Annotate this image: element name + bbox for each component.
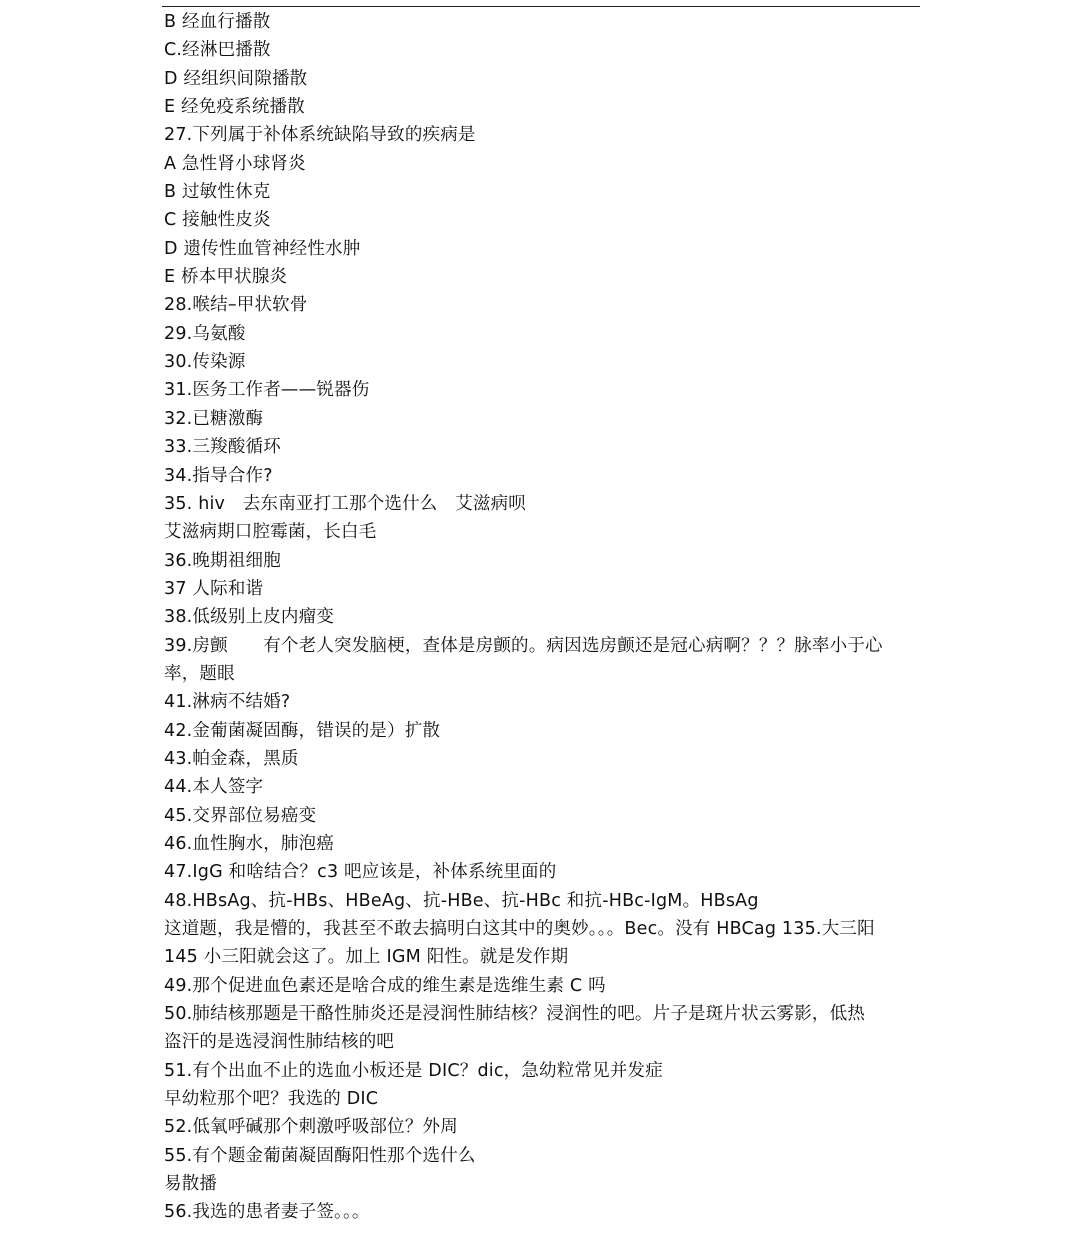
- text-line: E 经免疫系统播散: [164, 97, 305, 118]
- text-line: B 经血行播散: [164, 12, 271, 32]
- text-line: 32.已糖激酶: [164, 408, 264, 429]
- text-line: 50.肺结核那题是干酪性肺炎还是浸润性肺结核？浸润性的吧。片子是斑片状云雾影，低热: [164, 1004, 866, 1025]
- text-line: C 接触性皮炎: [164, 210, 271, 231]
- top-rule: [162, 6, 920, 7]
- text-line: C.经淋巴播散: [164, 40, 271, 61]
- text-line: 44.本人签字: [164, 777, 264, 798]
- text-line: 47.IgG 和啥结合？c3 吧应该是，补体系统里面的: [164, 862, 557, 883]
- text-line: 这道题，我是懵的，我甚至不敢去搞明白这其中的奥妙。。。Bec。没有 HBCag 135.大三阳: [164, 919, 875, 939]
- text-line: 易散播: [164, 1174, 218, 1195]
- text-line: 45.交界部位易癌变: [164, 805, 317, 826]
- text-line: B 过敏性休克: [164, 182, 271, 203]
- text-line: 46.血性胸水，肺泡癌: [164, 833, 335, 854]
- text-line: 39.房颤 有个老人突发脑梗，查体是房颤的。病因选房颤还是冠心病啊？？？脉率小于心: [164, 635, 883, 656]
- text-line: 52.低氧呼碱那个刺激呼吸部位？外周: [164, 1117, 458, 1138]
- text-line: E 桥本甲状腺炎: [164, 267, 288, 288]
- text-line: 34.指导合作?: [164, 465, 273, 486]
- text-line: 37 人际和谐: [164, 578, 264, 599]
- text-line: 48.HBsAg、抗-HBs、HBeAg、抗-HBe、抗-HBc 和抗-HBc-IgM。HBsAg: [164, 890, 759, 911]
- text-line: 35. hiv 去东南亚打工那个选什么 艾滋病呗: [164, 493, 527, 514]
- text-line: 49.那个促进血色素还是啥合成的维生素是选维生素 C 吗: [164, 975, 606, 996]
- text-line: 51.有个出血不止的选血小板还是 DIC？dic，急幼粒常见并发症: [164, 1060, 663, 1081]
- text-line: 艾滋病期口腔霉菌，长白毛: [164, 522, 377, 543]
- text-line: 43.帕金森，黑质: [164, 748, 299, 769]
- text-line: 145 小三阳就会这了。加上 IGM 阳性。就是发作期: [164, 947, 569, 968]
- text-line: 28.喉结–甲状软骨: [164, 295, 308, 316]
- text-line: 29.乌氨酸: [164, 323, 246, 344]
- text-line: A 急性肾小球肾炎: [164, 153, 306, 174]
- text-line: 36.晚期祖细胞: [164, 550, 281, 571]
- text-line: 盗汗的是选浸润性肺结核的吧: [164, 1032, 395, 1053]
- text-line: 55.有个题金葡菌凝固酶阳性那个选什么: [164, 1145, 476, 1166]
- document-body: [164, 8, 920, 1227]
- text-line: D 遗传性血管神经性水肿: [164, 238, 361, 259]
- text-line: D 经组织间隙播散: [164, 68, 308, 89]
- text-line: 56.我选的患者妻子签。。。: [164, 1202, 370, 1223]
- text-line: 41.淋病不结婚?: [164, 692, 291, 713]
- text-line: 33.三羧酸循环: [164, 437, 281, 458]
- text-line: 31.医务工作者——锐器伤: [164, 380, 370, 401]
- text-line: 38.低级别上皮内瘤变: [164, 607, 335, 628]
- text-line: 早幼粒那个吧？我选的 DIC: [164, 1089, 379, 1110]
- text-line: 42.金葡菌凝固酶，错误的是）扩散: [164, 720, 441, 741]
- text-line: 27.下列属于补体系统缺陷导致的疾病是: [164, 125, 476, 146]
- text-line: 30.传染源: [164, 352, 246, 373]
- text-line: 率，题眼: [164, 663, 235, 684]
